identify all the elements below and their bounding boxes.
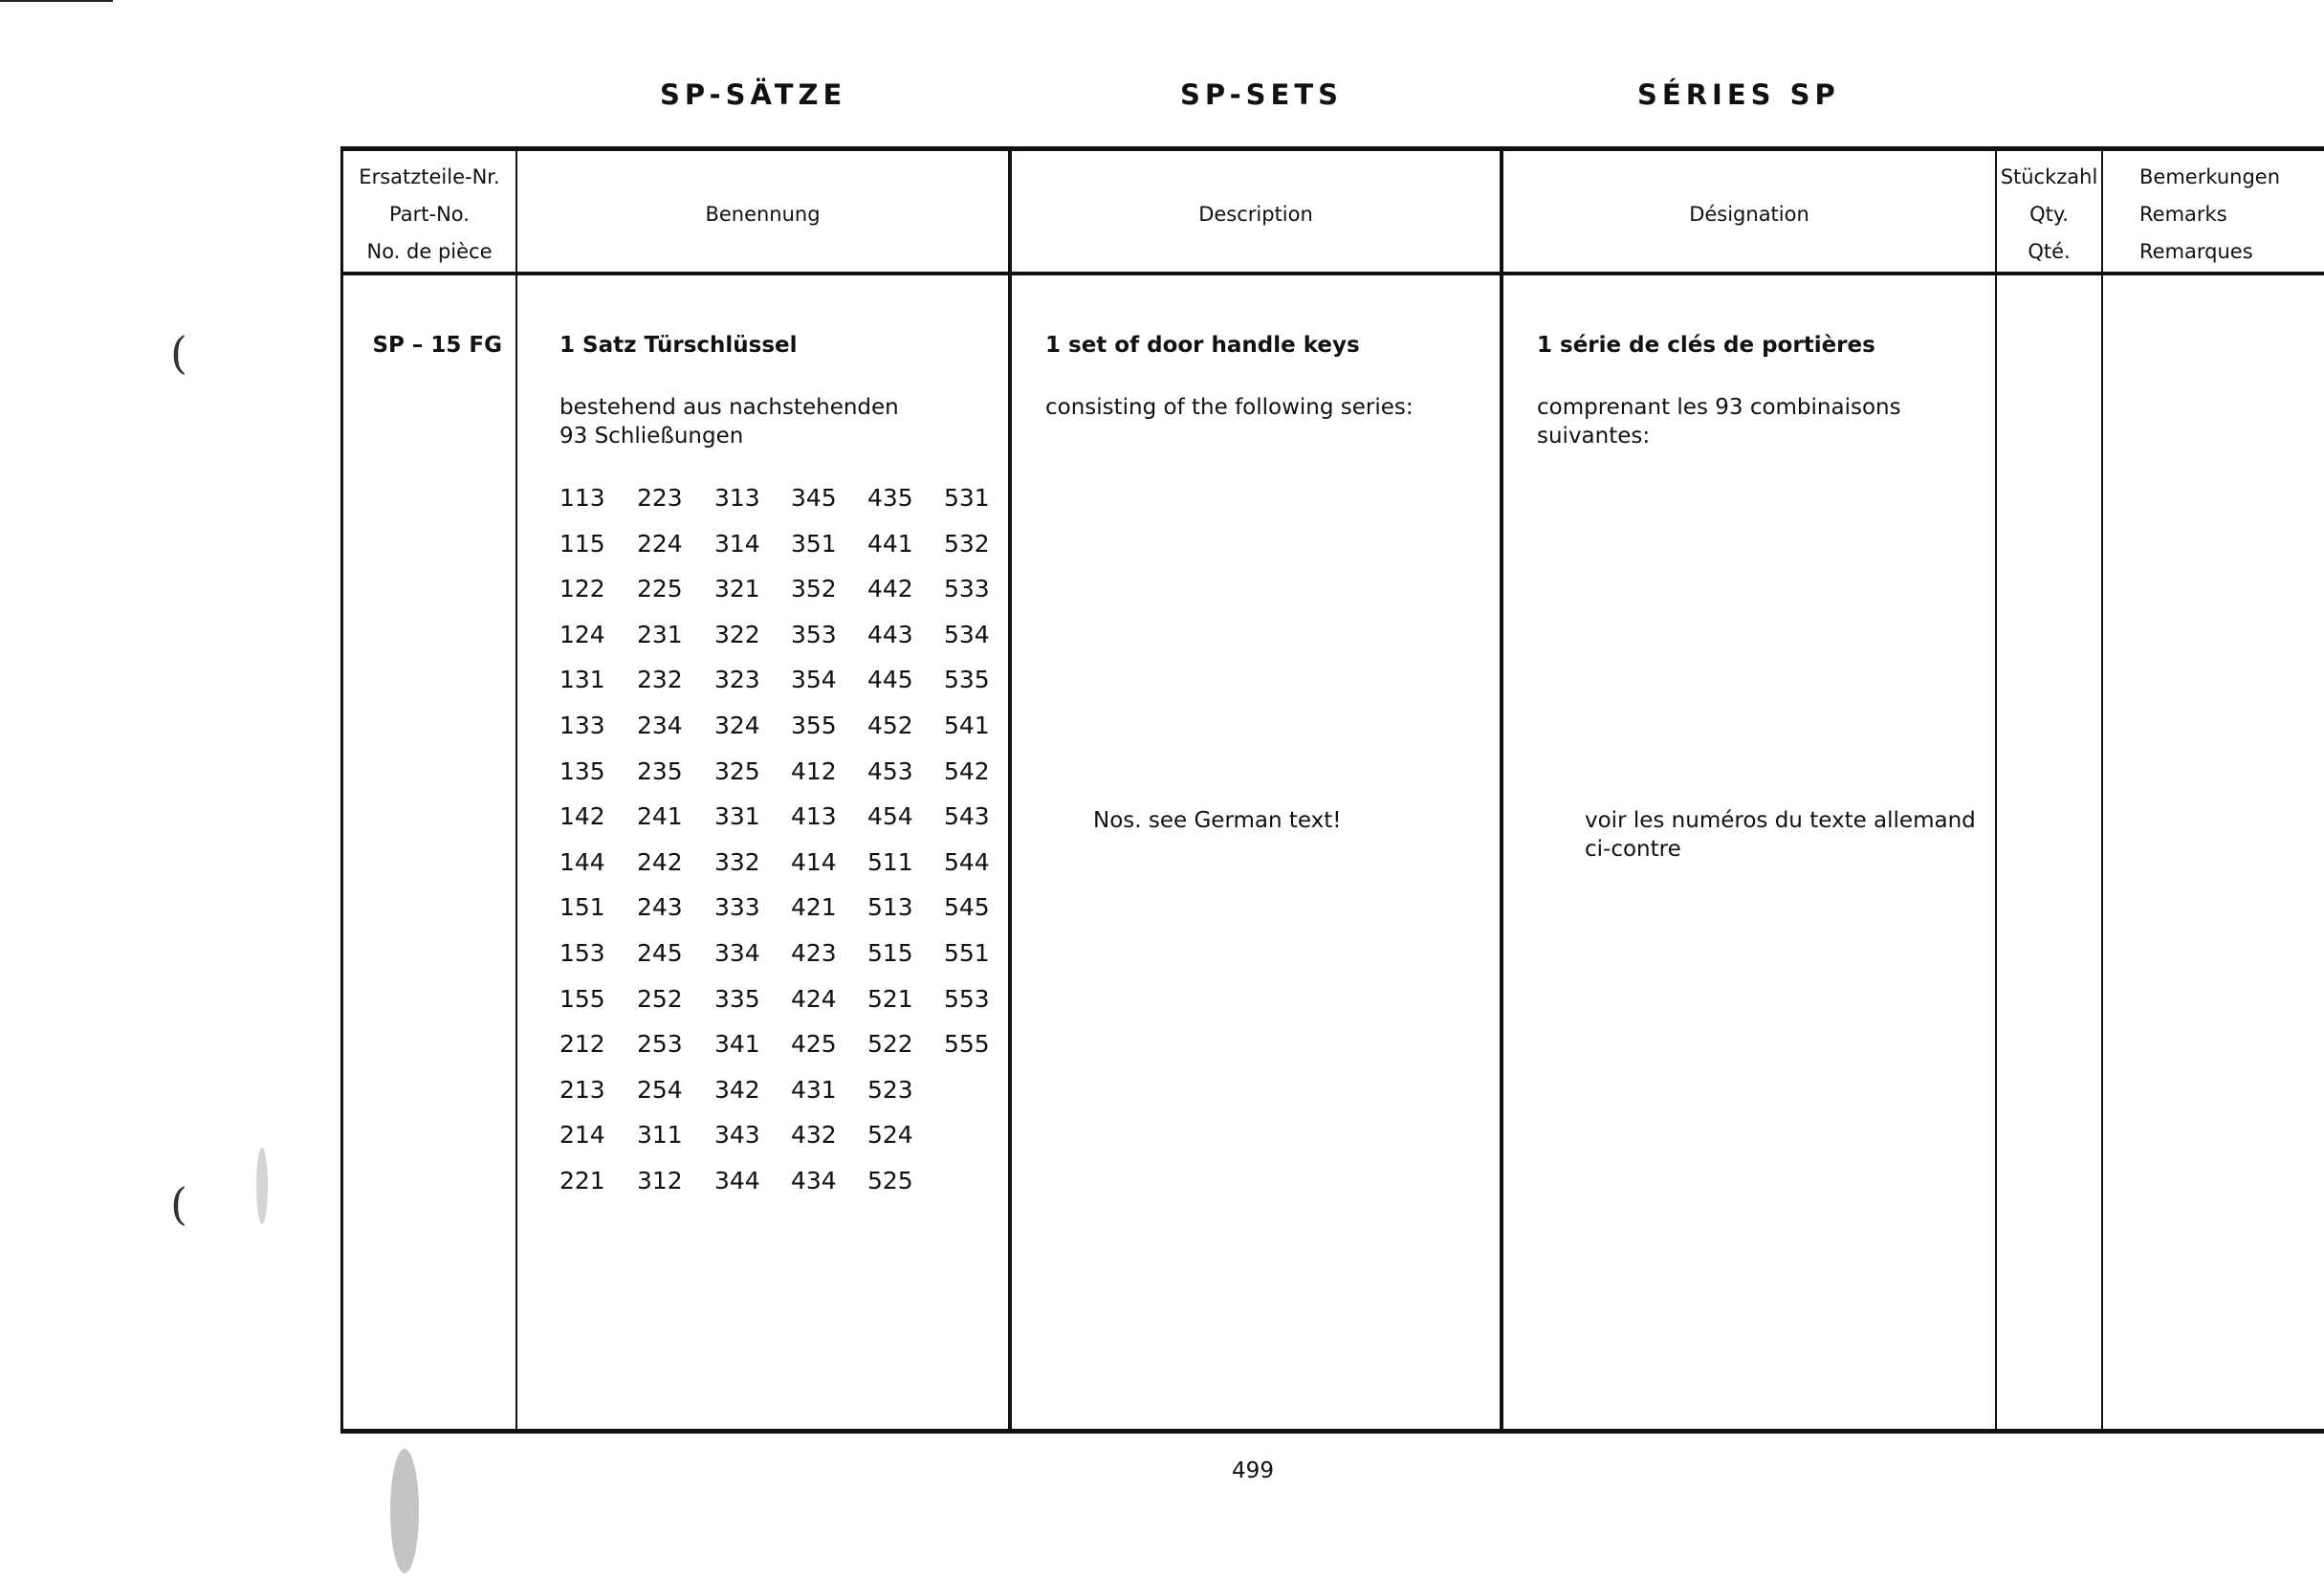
combination-number: 532	[944, 529, 990, 558]
fr-subtitle-line1: comprenant les 93 combinaisons	[1537, 395, 1901, 420]
combination-number: 354	[791, 666, 837, 694]
col-header-remarks-fr: Remarques	[2139, 240, 2253, 263]
combination-number: 421	[791, 893, 837, 922]
fr-note-line1: voir les numéros du texte allemand	[1585, 808, 1976, 833]
combination-number: 225	[637, 575, 683, 603]
combination-number: 245	[637, 939, 683, 967]
combination-number: 523	[867, 1075, 913, 1104]
combination-number: 231	[637, 620, 683, 648]
combination-number: 541	[944, 712, 990, 739]
combination-number: 314	[714, 529, 760, 558]
combination-number: 551	[944, 939, 990, 967]
fr-title: 1 série de clés de portières	[1537, 333, 1875, 358]
combination-number: 413	[791, 802, 837, 831]
combination-number: 221	[559, 1167, 605, 1194]
combination-number: 232	[637, 666, 683, 694]
col-divider-5	[2101, 146, 2103, 1433]
combination-number: 515	[867, 939, 913, 967]
combination-number: 545	[944, 893, 990, 922]
top-left-rule	[0, 0, 113, 2]
combination-number: 214	[559, 1121, 605, 1150]
combination-number: 511	[867, 847, 913, 876]
combination-number: 224	[637, 529, 683, 558]
combination-number: 343	[714, 1121, 760, 1150]
col-header-qty-de: Stückzahl	[2000, 165, 2098, 188]
combination-number: 443	[867, 620, 913, 648]
col-header-designation: Désignation	[1689, 203, 1809, 226]
combination-number: 325	[714, 756, 760, 785]
header-bottom-rule	[340, 272, 2324, 275]
combination-number: 131	[559, 666, 605, 694]
combination-number: 341	[714, 1030, 760, 1059]
combination-number: 542	[944, 756, 990, 785]
combination-number: 555	[944, 1030, 990, 1059]
combination-number: 452	[867, 712, 913, 739]
combination-number: 235	[637, 756, 683, 785]
combination-number: 155	[559, 984, 605, 1013]
table-bottom-rule	[340, 1429, 2324, 1434]
col-header-part-no-en: Part-No.	[389, 203, 470, 226]
combination-number: 344	[714, 1167, 760, 1194]
en-subtitle: consisting of the following series:	[1045, 395, 1414, 420]
combination-number: 241	[637, 802, 683, 831]
combination-number: 445	[867, 666, 913, 694]
combination-number: 242	[637, 847, 683, 876]
fr-note-line2: ci-contre	[1585, 837, 1681, 862]
combination-number: 252	[637, 984, 683, 1013]
combination-number: 324	[714, 712, 760, 739]
col-header-part-no-de: Ersatzteile-Nr.	[359, 165, 500, 188]
combination-number: 434	[791, 1167, 837, 1194]
combination-number: 423	[791, 939, 837, 967]
combination-number: 311	[637, 1121, 683, 1150]
page-number: 499	[1232, 1458, 1274, 1483]
de-title: 1 Satz Türschlüssel	[559, 333, 798, 358]
combination-number: 332	[714, 847, 760, 876]
binder-hole-mark: (	[170, 1178, 187, 1230]
table-left-border	[340, 146, 343, 1433]
combination-number: 234	[637, 712, 683, 739]
de-subtitle-line2: 93 Schließungen	[559, 424, 744, 449]
col-divider-2	[1008, 146, 1012, 1433]
combination-number: 345	[791, 484, 837, 512]
combination-number: 351	[791, 529, 837, 558]
col-divider-1	[515, 146, 517, 1433]
combination-number: 414	[791, 847, 837, 876]
col-header-remarks-en: Remarks	[2139, 203, 2227, 226]
combination-number: 313	[714, 484, 760, 512]
header-en: SP-SETS	[1180, 78, 1344, 111]
combination-number: 212	[559, 1030, 605, 1059]
combination-number: 533	[944, 575, 990, 603]
combination-number: 142	[559, 802, 605, 831]
col-header-qty-en: Qty.	[2029, 203, 2069, 226]
combination-number: 342	[714, 1075, 760, 1104]
combination-number: 213	[559, 1075, 605, 1104]
col-header-qty	[1997, 159, 2101, 271]
combination-number: 133	[559, 712, 605, 739]
combination-number: 535	[944, 666, 990, 694]
combination-number: 124	[559, 620, 605, 648]
combination-number: 331	[714, 802, 760, 831]
fr-subtitle-line2: suivantes:	[1537, 424, 1651, 449]
binder-hole-mark: (	[170, 327, 187, 379]
col-divider-3	[1500, 146, 1503, 1433]
combination-number: 432	[791, 1121, 837, 1150]
col-header-part-no-fr: No. de pièce	[366, 240, 493, 263]
en-note: Nos. see German text!	[1093, 808, 1342, 833]
combination-number: 534	[944, 620, 990, 648]
combination-number: 144	[559, 847, 605, 876]
combination-number: 153	[559, 939, 605, 967]
combination-number: 412	[791, 756, 837, 785]
col-header-benennung: Benennung	[705, 203, 821, 226]
combination-number: 335	[714, 984, 760, 1013]
combination-number: 243	[637, 893, 683, 922]
combination-number: 312	[637, 1167, 683, 1194]
combination-number: 425	[791, 1030, 837, 1059]
combination-number: 352	[791, 575, 837, 603]
combination-number: 553	[944, 984, 990, 1013]
combination-number: 254	[637, 1075, 683, 1104]
combination-number: 353	[791, 620, 837, 648]
combination-number: 544	[944, 847, 990, 876]
de-subtitle-line1: bestehend aus nachstehenden	[559, 395, 899, 420]
combination-number: 435	[867, 484, 913, 512]
combination-number: 431	[791, 1075, 837, 1104]
combination-number: 513	[867, 893, 913, 922]
header-fr: SÉRIES SP	[1637, 78, 1840, 111]
combination-number: 454	[867, 802, 913, 831]
combination-number: 323	[714, 666, 760, 694]
combination-number: 522	[867, 1030, 913, 1059]
header-de: SP-SÄTZE	[660, 78, 847, 111]
combination-number: 453	[867, 756, 913, 785]
col-header-remarks	[2139, 159, 2280, 271]
combination-number: 113	[559, 484, 605, 512]
combination-number: 355	[791, 712, 837, 739]
combination-number: 531	[944, 484, 990, 512]
combination-number: 115	[559, 529, 605, 558]
combination-number: 521	[867, 984, 913, 1013]
combination-number: 223	[637, 484, 683, 512]
combination-number: 253	[637, 1030, 683, 1059]
en-title: 1 set of door handle keys	[1045, 333, 1360, 358]
combination-number: 135	[559, 756, 605, 785]
combination-number: 334	[714, 939, 760, 967]
scan-smudge	[256, 1148, 268, 1224]
table-top-rule	[340, 146, 2324, 151]
scan-smudge	[390, 1449, 419, 1573]
col-header-qty-fr: Qté.	[2028, 240, 2071, 263]
combination-number: 524	[867, 1121, 913, 1150]
col-header-part-no	[344, 159, 515, 271]
combination-number: 442	[867, 575, 913, 603]
col-header-remarks-de: Bemerkungen	[2139, 165, 2281, 188]
combination-number: 151	[559, 893, 605, 922]
combination-number: 441	[867, 529, 913, 558]
col-divider-4	[1995, 146, 1997, 1433]
combination-number: 424	[791, 984, 837, 1013]
part-number: SP – 15 FG	[372, 333, 502, 358]
col-header-description: Description	[1198, 203, 1313, 226]
combination-number: 525	[867, 1167, 913, 1194]
combination-number: 333	[714, 893, 760, 922]
combination-number: 122	[559, 575, 605, 603]
combination-number: 321	[714, 575, 760, 603]
combination-number: 322	[714, 620, 760, 648]
combination-number: 543	[944, 802, 990, 831]
